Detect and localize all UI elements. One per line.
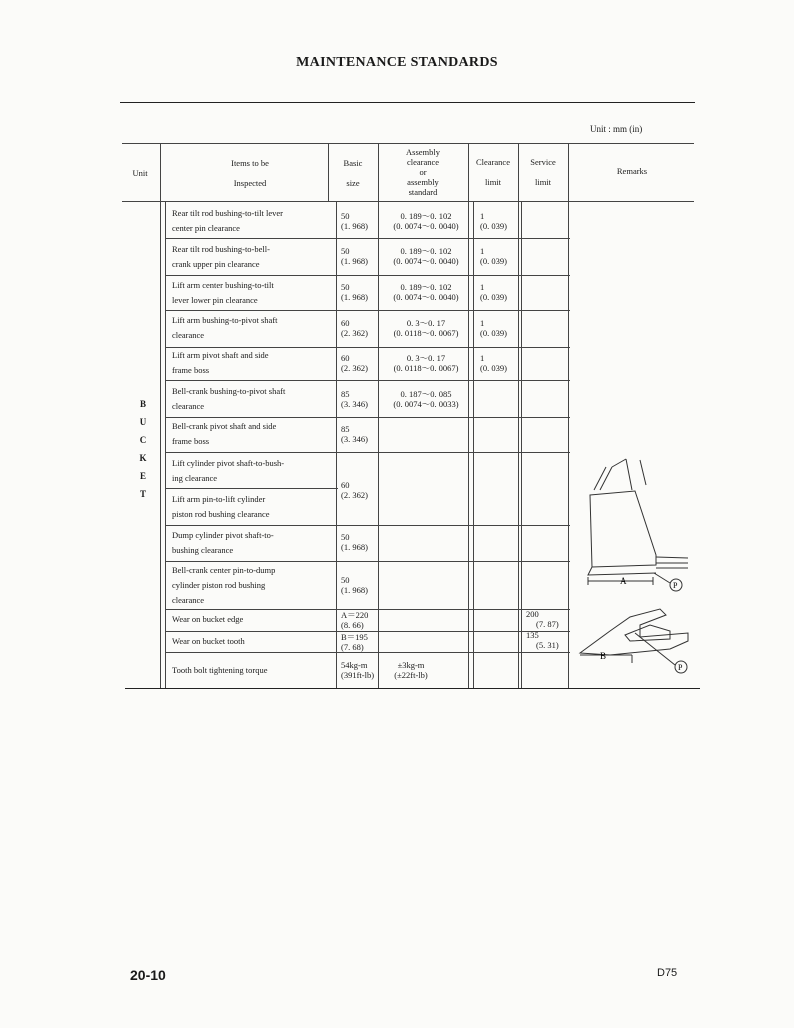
row-0-assembly: 0. 189～0. 102 (0. 0074～0. 0040)	[393, 211, 459, 231]
col-remarks-header: Remarks	[616, 166, 648, 176]
model-code: D75	[657, 967, 678, 979]
row-1-basic: 50 (1. 968)	[341, 246, 368, 266]
row-6-basic: 85 (3. 346)	[341, 424, 368, 444]
row-2-item: Lift arm center bushing-to-tilt lever lower pin clearance	[172, 280, 274, 305]
row-5-assembly: 0. 187～0. 085 (0. 0074～0. 0033)	[393, 389, 459, 409]
table-bottom-rule	[125, 688, 700, 689]
row-1-assembly: 0. 189～0. 102 (0. 0074～0. 0040)	[393, 246, 459, 266]
row-bell-basic: 50 (1. 968)	[341, 575, 368, 595]
col-items-header-2: Inspected	[233, 178, 267, 188]
col-assembly-header-5: standard	[408, 187, 438, 197]
row-0-item: Rear tilt rod bushing-to-tilt lever center pin clearance	[172, 208, 283, 233]
row-4-assembly: 0. 3～0. 17 (0. 0118～0. 0067)	[393, 353, 459, 373]
row-5-basic: 85 (3. 346)	[341, 389, 368, 409]
row-edge-basic: A＝220 (8. 66)	[341, 610, 369, 630]
row-tooth-service: 135 (5. 31)	[526, 630, 559, 650]
label-p1: P	[673, 581, 678, 590]
row-3-assembly: 0. 3～0. 17 (0. 0118～0. 0067)	[393, 318, 459, 338]
col-basic-header-1: Basic	[343, 158, 363, 168]
row-4-clearance: 1 (0. 039)	[480, 353, 507, 373]
bucket-wear-diagram	[570, 455, 694, 685]
col-service-header-2: limit	[534, 177, 552, 187]
row-tooth-basic: B＝195 (7. 68)	[341, 632, 368, 652]
row-3-item: Lift arm bushing-to-pivot shaft clearance	[172, 315, 278, 340]
row-2-clearance: 1 (0. 039)	[480, 282, 507, 302]
row-bell-item: Bell-crank center pin-to-dump cylinder piston rod bushing clearance	[172, 565, 276, 605]
row-bolt-basic: 54kg-m (391ft-lb)	[341, 660, 375, 680]
row-cyl-item-a: Lift cylinder pivot shaft-to-bush- ing clearance	[172, 458, 285, 483]
row-2-basic: 50 (1. 968)	[341, 282, 368, 302]
row-dump-item: Dump cylinder pivot shaft-to- bushing clearance	[172, 530, 274, 555]
row-edge-service: 200 (7. 87)	[526, 609, 559, 629]
page-title: MAINTENANCE STANDARDS	[296, 55, 498, 70]
unit-label-bucket	[136, 395, 150, 503]
title-rule	[120, 102, 695, 103]
row-bolt-assembly: ±3kg-m (±22ft-lb)	[394, 660, 428, 680]
row-5-item: Bell-crank bushing-to-pivot shaft clearance	[172, 386, 286, 411]
col-assembly-header-1: Assembly	[406, 147, 440, 157]
row-2-assembly: 0. 189～0. 102 (0. 0074～0. 0040)	[393, 282, 459, 302]
label-a: A	[620, 576, 627, 586]
row-1-item: Rear tilt rod bushing-to-bell- crank upper pin clearance	[172, 244, 270, 269]
col-items-header-1: Items to be	[231, 158, 269, 168]
unit-note: Unit : mm (in)	[590, 124, 643, 134]
col-unit-header: Unit	[132, 168, 148, 178]
row-cyl-basic: 60 (2. 362)	[341, 480, 368, 500]
col-basic-header-2: size	[346, 178, 360, 188]
row-3-basic: 60 (2. 362)	[341, 318, 368, 338]
row-0-basic: 50 (1. 968)	[341, 211, 368, 231]
label-p2: P	[678, 663, 683, 672]
page-number: 20-10	[130, 967, 166, 983]
unit-label-text: BUCKET	[139, 399, 147, 499]
col-assembly-header-4: assembly	[407, 177, 439, 187]
row-6-item: Bell-crank pivot shaft and side frame boss	[172, 421, 277, 446]
row-4-item: Lift arm pivot shaft and side frame boss	[172, 350, 269, 375]
row-edge-item: Wear on bucket edge	[172, 614, 244, 624]
col-assembly-header-3: or	[419, 167, 427, 177]
col-service-header-1: Service	[530, 157, 556, 167]
col-assembly-header-2: clearance	[406, 157, 440, 167]
row-4-basic: 60 (2. 362)	[341, 353, 368, 373]
col-clearance-header-1: Clearance	[476, 157, 510, 167]
col-clearance-header-2: limit	[484, 177, 502, 187]
row-cyl-item-b: Lift arm pin-to-lift cylinder piston rod bushing clearance	[172, 494, 270, 519]
row-3-clearance: 1 (0. 039)	[480, 318, 507, 338]
row-1-clearance: 1 (0. 039)	[480, 246, 507, 266]
label-b: B	[600, 651, 607, 661]
row-0-clearance: 1 (0. 039)	[480, 211, 507, 231]
row-tooth-item: Wear on bucket tooth	[172, 636, 245, 646]
row-dump-basic: 50 (1. 968)	[341, 532, 368, 552]
row-bolt-item: Tooth bolt tightening torque	[172, 665, 268, 675]
